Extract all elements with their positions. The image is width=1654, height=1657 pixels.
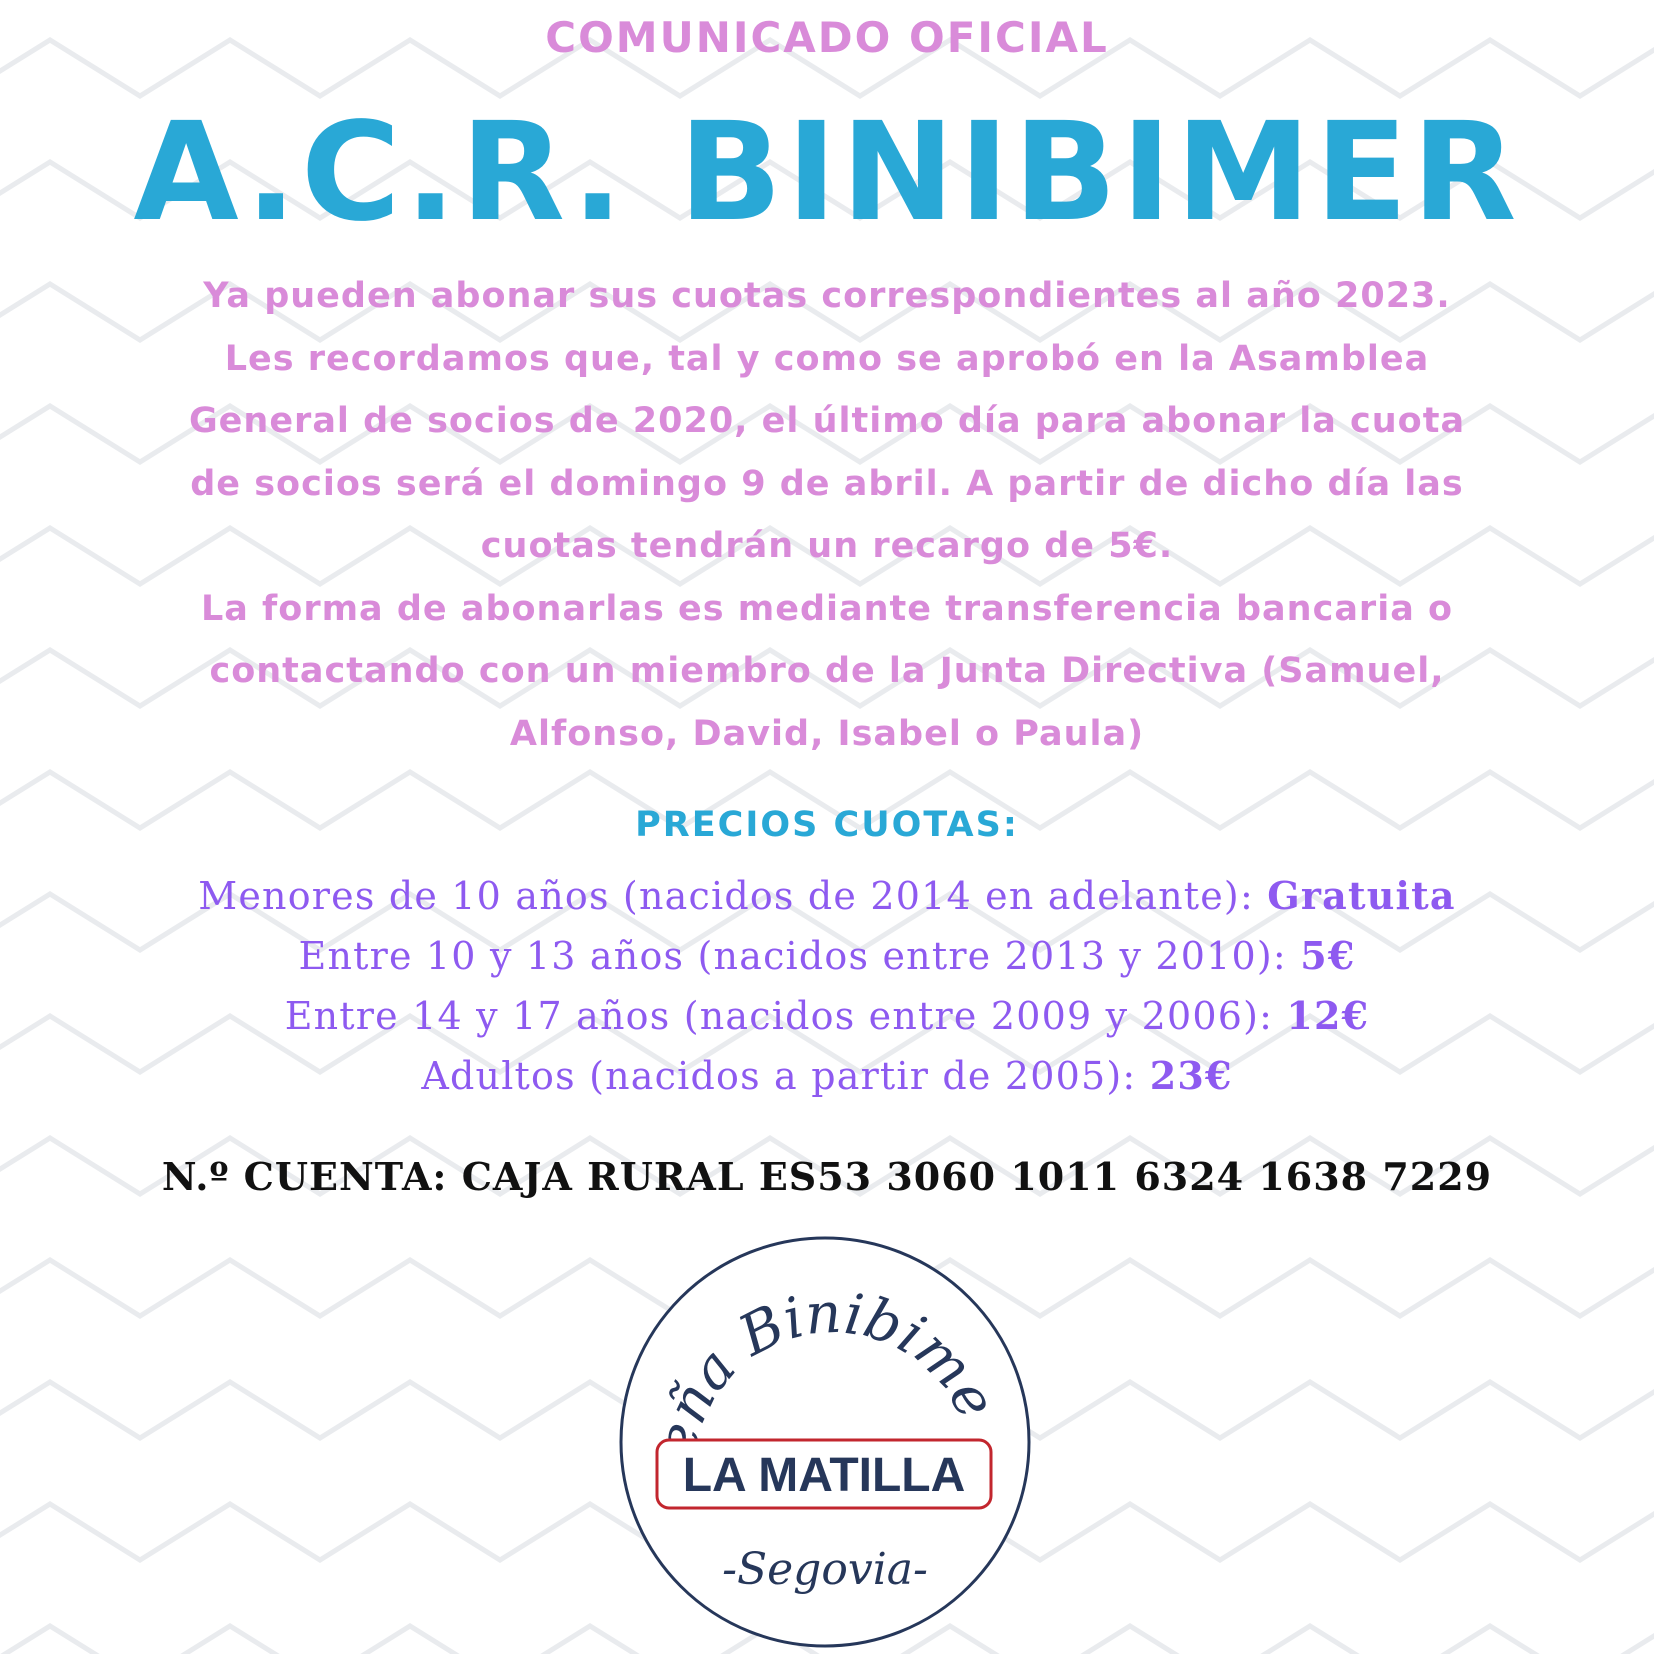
announcement-text: [150, 265, 1504, 765]
announcement-line: Ya pueden abonar sus cuotas correspondientes al año 2023.: [203, 276, 1451, 316]
price-row-label: Adultos (nacidos a partir de 2005):: [421, 1054, 1150, 1098]
prices-heading: PRECIOS CUOTAS:: [635, 805, 1019, 845]
announcement-line: de socios será el domingo 9 de abril. A partir de dicho día las: [190, 463, 1464, 504]
announcement-line: contactando con un miembro de la Junta Directiva (Samuel,: [209, 651, 1445, 691]
announcement-line: La forma de abonarlas es mediante transferencia bancaria o: [200, 588, 1454, 629]
price-row: [0, 1046, 1654, 1106]
price-row-label: Entre 10 y 13 años (nacidos entre 2013 y 2010):: [298, 934, 1301, 978]
price-row-label: Menores de 10 años (nacidos de 2014 en adelante):: [198, 874, 1268, 918]
announcement-line: General de socios de 2020, el último día para abonar la cuota: [188, 401, 1466, 441]
official-notice-kicker: COMUNICADO OFICIAL: [545, 13, 1109, 62]
logo-bottom-text: -Segovia-: [722, 1544, 928, 1595]
price-row-value: 5€: [1300, 933, 1356, 978]
price-row-label: Entre 14 y 17 años (nacidos entre 2009 y 2006):: [284, 994, 1287, 1038]
page-title: A.C.R. BINIBIMER: [133, 94, 1521, 252]
price-row-value: Gratuita: [1267, 873, 1456, 918]
logo-arc-text: ña Binibime: [654, 1280, 1009, 1433]
announcement-line: Alfonso, David, Isabel o Paula): [509, 713, 1145, 754]
price-row: [0, 986, 1654, 1046]
price-row: [0, 926, 1654, 986]
logo-seal: [615, 1232, 1035, 1652]
price-row-value: 12€: [1286, 993, 1370, 1038]
price-row: [0, 866, 1654, 926]
price-list: [0, 866, 1654, 1106]
announcement-line: cuotas tendrán un recargo de 5€.: [480, 526, 1174, 566]
logo-center-text: LA MATILLA: [682, 1449, 966, 1502]
announcement-line: Les recordamos que, tal y como se aprobó en la Asamblea: [224, 338, 1430, 379]
pena-binibimer-logo: [615, 1232, 1035, 1652]
bank-account-number: N.º CUENTA: CAJA RURAL ES53 3060 1011 6324 1638 7229: [161, 1154, 1493, 1199]
price-row-value: 23€: [1149, 1053, 1233, 1098]
